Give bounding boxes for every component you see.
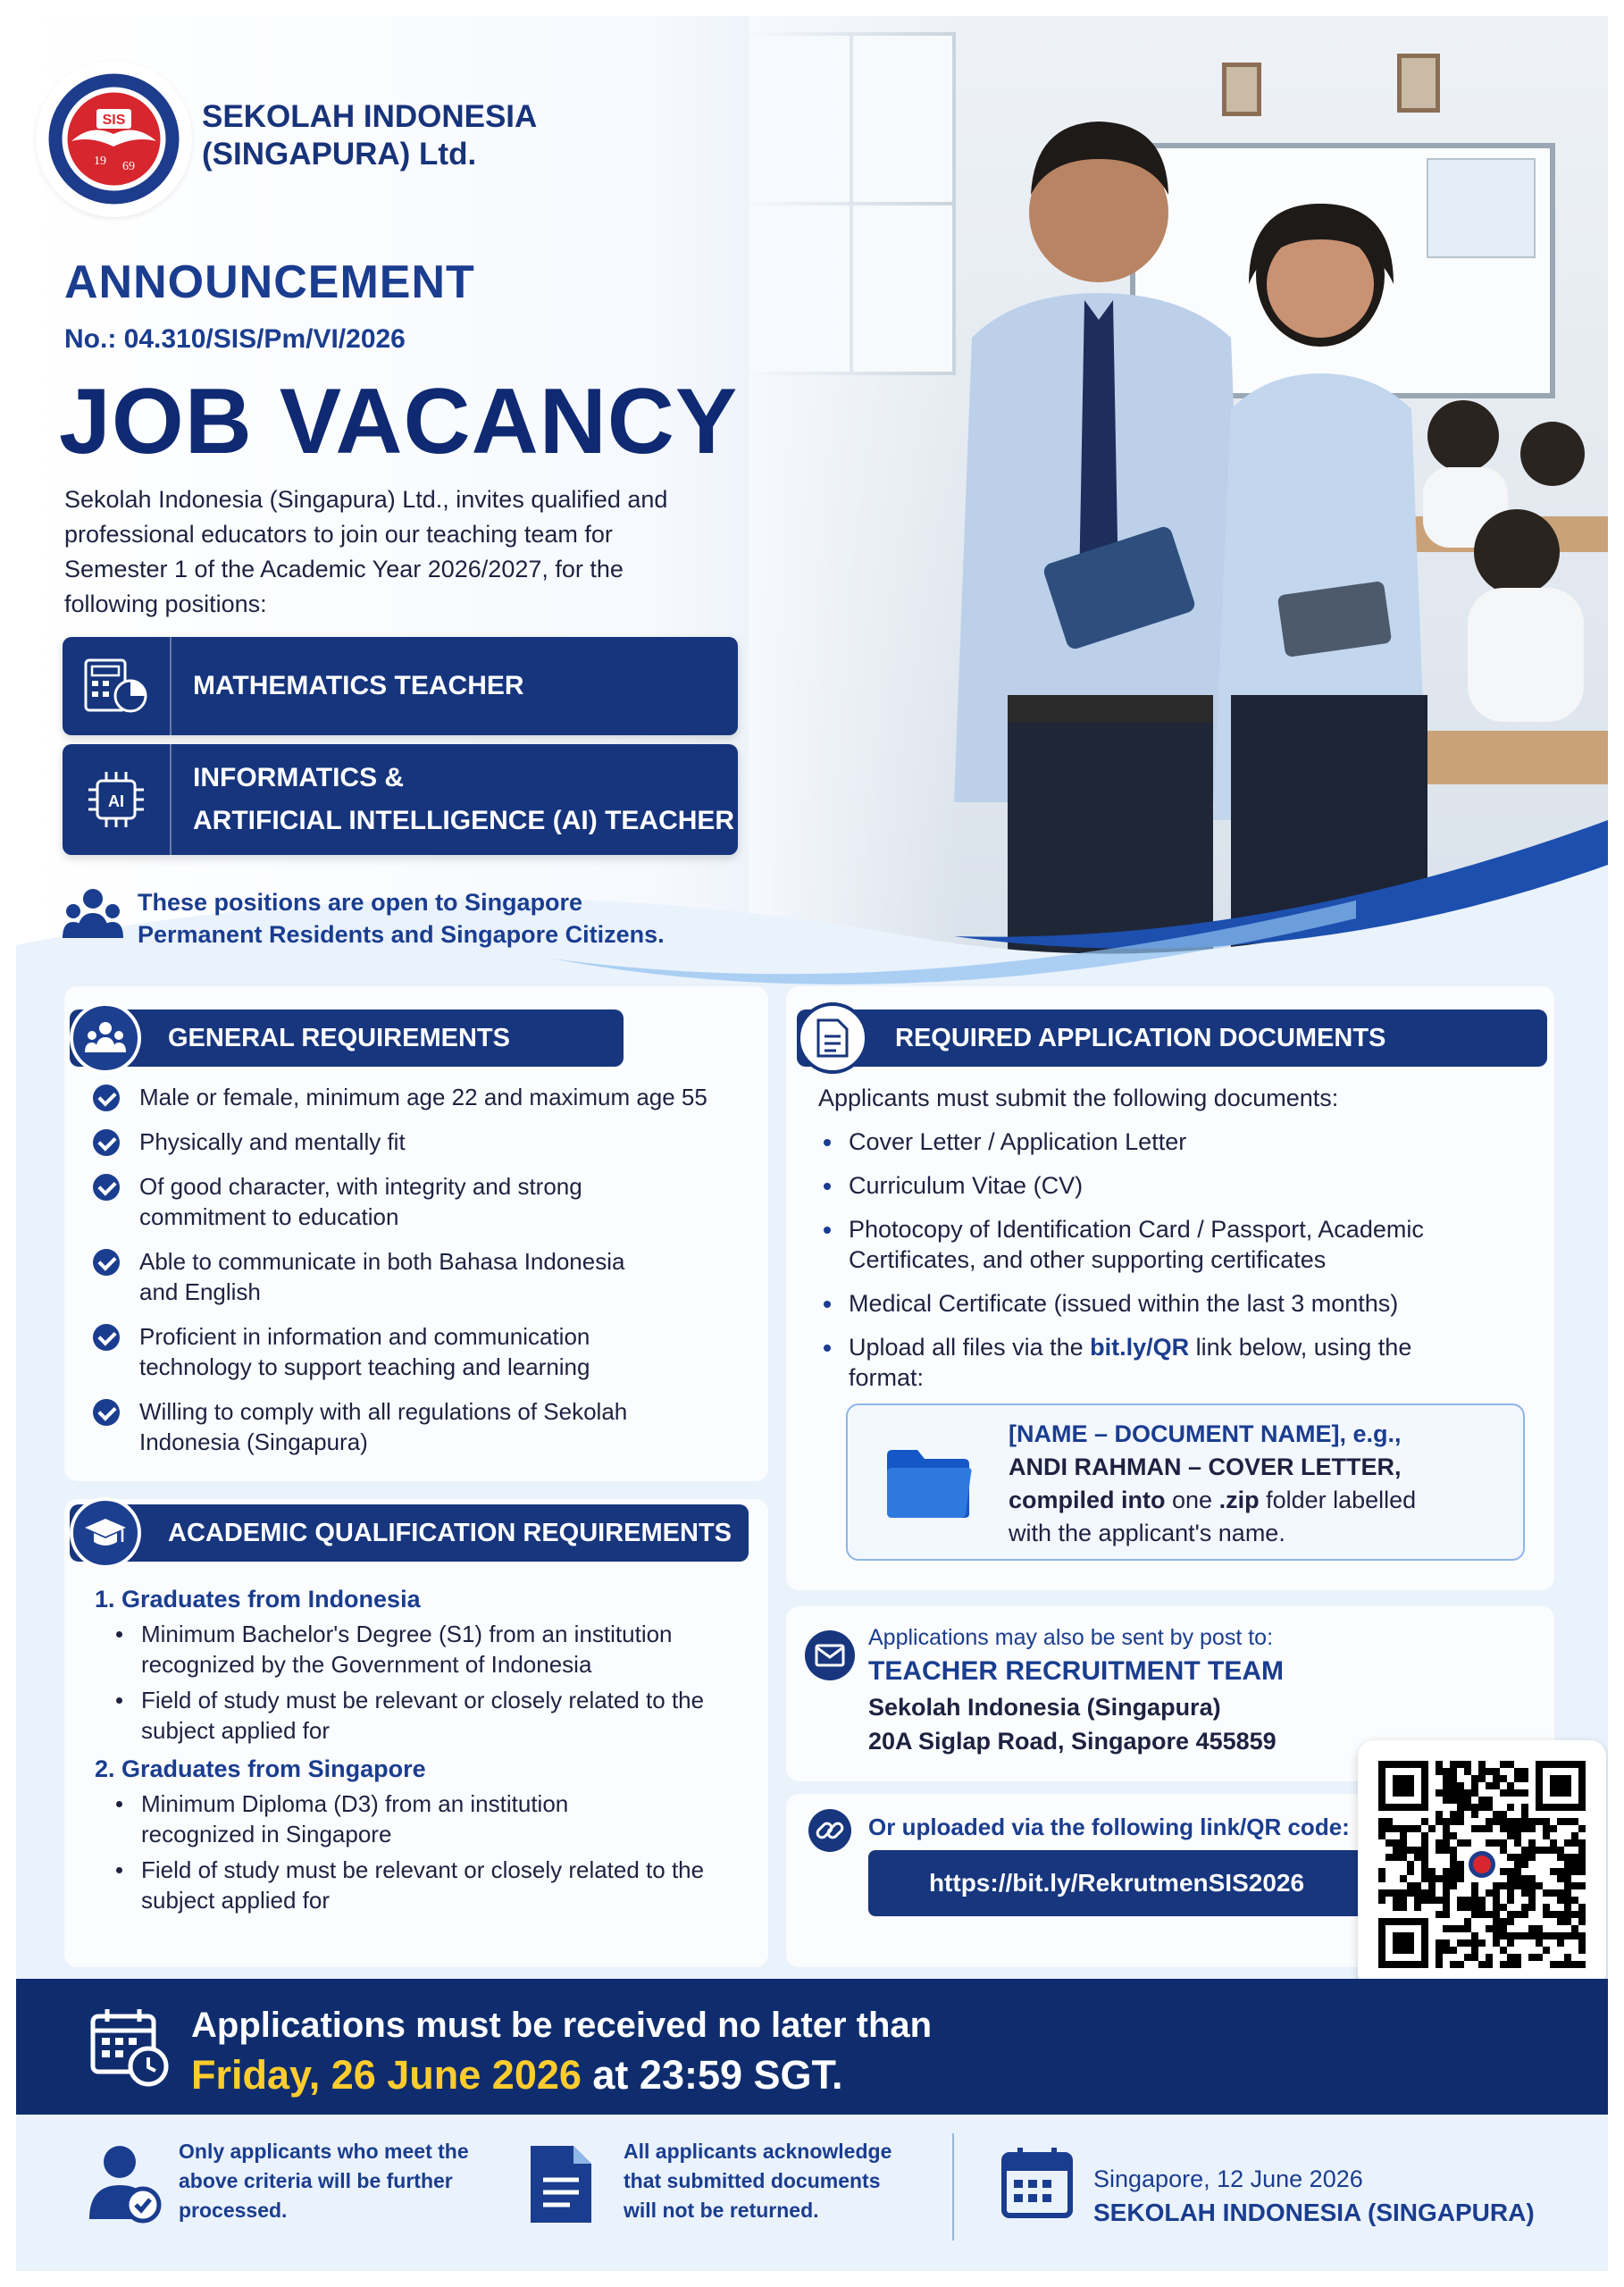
- list-item: Field of study must be relevant or closely related to the subject applied for: [95, 1685, 711, 1746]
- check-circle-icon: [93, 1249, 120, 1276]
- svg-text:19: 19: [94, 155, 106, 168]
- document-icon: [529, 2144, 593, 2224]
- online-application-label: Or uploaded via the following link/QR code:: [868, 1814, 1350, 1840]
- list-item: Minimum Bachelor's Degree (S1) from an institution recognized by the Government of Indonesia: [95, 1619, 720, 1680]
- check-circle-icon: [93, 1399, 120, 1426]
- list-item: Male or female, minimum age 22 and maximum age 55: [93, 1082, 754, 1112]
- user-check-icon: [86, 2142, 163, 2224]
- announcement-number: No.: 04.310/SIS/Pm/VI/2026: [64, 324, 406, 354]
- format-example: ANDI RAHMAN – COVER LETTER,: [1009, 1453, 1402, 1480]
- list-item: Field of study must be relevant or closely related to the subject applied for: [95, 1855, 711, 1915]
- required-documents-header: [797, 1009, 1547, 1067]
- format-note: with the applicant's name.: [1009, 1520, 1285, 1546]
- position-ai-teacher: [63, 744, 738, 855]
- list-item: Willing to comply with all regulations of Sekolah Indonesia (Singapura): [93, 1396, 629, 1457]
- eligibility-line: These positions are open to Singapore: [138, 889, 583, 916]
- svg-text:69: 69: [122, 160, 135, 173]
- deadline-text: Applications must be received no later than: [191, 2006, 933, 2045]
- footer-divider: [952, 2133, 954, 2241]
- announcement-title: ANNOUNCEMENT: [64, 256, 475, 308]
- academic-group-heading: 1. Graduates from Indonesia: [95, 1586, 421, 1613]
- recruitment-link-button[interactable]: https://bit.ly/RekrutmenSIS2026: [868, 1850, 1365, 1916]
- check-circle-icon: [93, 1085, 120, 1111]
- footer-note-documents: All applicants acknowledge that submitted documents will not be returned.: [624, 2140, 892, 2222]
- documents-list: [818, 1127, 1551, 1406]
- check-circle-icon: [93, 1324, 120, 1351]
- list-item: Able to communicate in both Bahasa Indonesia and English: [93, 1246, 665, 1307]
- deadline-banner: [16, 1979, 1608, 2115]
- school-logo: [36, 61, 192, 217]
- intro-paragraph: Sekolah Indonesia (Singapura) Ltd., invites qualified and professional educators to join our teaching team for Semester 1 of the Academic Year 2026/2027, for the following positions:: [64, 486, 668, 617]
- position-label: INFORMATICS & ARTIFICIAL INTELLIGENCE (AI) TEACHER: [193, 763, 735, 835]
- place-date: Singapore, 12 June 2026: [1093, 2166, 1363, 2192]
- format-note: compiled into one .zip folder labelled: [1009, 1487, 1417, 1513]
- deadline-date: Friday, 26 June 2026 at 23:59 SGT.: [191, 2052, 843, 2098]
- file-format-box: [846, 1403, 1525, 1561]
- organization-name: SEKOLAH INDONESIA (SINGAPURA) Ltd.: [202, 99, 537, 172]
- signature-organization: SEKOLAH INDONESIA (SINGAPURA): [1093, 2199, 1535, 2226]
- list-item: Proficient in information and communication technology to support teaching and learning: [93, 1321, 665, 1382]
- position-label: MATHEMATICS TEACHER: [193, 671, 524, 700]
- graduation-cap-icon: [70, 1497, 141, 1569]
- calendar-icon: [1000, 2146, 1074, 2219]
- section-title: REQUIRED APPLICATION DOCUMENTS: [895, 1024, 1386, 1052]
- list-item: Minimum Diploma (D3) from an institution recognized in Singapore: [95, 1789, 649, 1849]
- list-item: Photocopy of Identification Card / Passport, Academic Certificates, and other supporting certificates: [818, 1214, 1551, 1275]
- academic-requirements-header: [70, 1504, 749, 1562]
- check-circle-icon: [93, 1174, 120, 1201]
- link-icon: [808, 1808, 852, 1853]
- postal-address: Applications may also be sent by post to: TEACHER RECRUITMENT TEAM Sekolah Indonesia (Singapura) 20A Siglap Road, Singapore 455859: [868, 1622, 1404, 1758]
- upload-link-text[interactable]: bit.ly/QR: [1090, 1334, 1190, 1361]
- check-circle-icon: [93, 1129, 120, 1156]
- eligibility-line: Permanent Residents and Singapore Citizens.: [138, 921, 665, 948]
- academic-requirements-list: [95, 1583, 756, 1923]
- document-icon: [797, 1002, 868, 1074]
- list-item: Curriculum Vitae (CV): [818, 1170, 1551, 1201]
- math-calculator-icon: [63, 637, 172, 735]
- hero-section: [16, 16, 1608, 990]
- qr-code[interactable]: [1358, 1740, 1606, 1989]
- position-mathematics-teacher: [63, 637, 738, 735]
- list-item: Medical Certificate (issued within the last 3 months): [818, 1288, 1551, 1319]
- format-example: [NAME – DOCUMENT NAME], e.g.,: [1009, 1420, 1402, 1447]
- list-item: Upload all files via the bit.ly/QR link below, using the format:: [818, 1332, 1444, 1393]
- calendar-clock-icon: [88, 2006, 172, 2090]
- documents-intro: Applicants must submit the following documents:: [818, 1085, 1339, 1111]
- ai-chip-icon: [63, 744, 172, 855]
- section-title: ACADEMIC QUALIFICATION REQUIREMENTS: [168, 1519, 732, 1547]
- list-item: Physically and mentally fit: [93, 1127, 754, 1157]
- general-requirements-list: [93, 1082, 754, 1471]
- list-item: Of good character, with integrity and strong commitment to education: [93, 1171, 647, 1232]
- folder-icon: [883, 1446, 973, 1521]
- general-requirements-header: [70, 1009, 624, 1067]
- section-title: GENERAL REQUIREMENTS: [168, 1024, 510, 1052]
- academic-group-heading: 2. Graduates from Singapore: [95, 1755, 426, 1782]
- svg-text:SIS: SIS: [102, 113, 126, 128]
- people-group-icon: [70, 1002, 141, 1074]
- svg-text:AI: AI: [108, 792, 124, 810]
- job-vacancy-poster: [16, 16, 1608, 2271]
- people-group-icon: [63, 886, 123, 945]
- recruitment-team-name: TEACHER RECRUITMENT TEAM: [868, 1656, 1284, 1686]
- footer-note-criteria: Only applicants who meet the above criteria will be further processed.: [179, 2140, 469, 2222]
- list-item: Cover Letter / Application Letter: [818, 1127, 1551, 1157]
- street-address: 20A Siglap Road, Singapore 455859: [868, 1728, 1277, 1755]
- mail-icon: [804, 1629, 856, 1681]
- eligibility-note: [63, 881, 741, 952]
- job-vacancy-headline: JOB VACANCY: [59, 370, 739, 473]
